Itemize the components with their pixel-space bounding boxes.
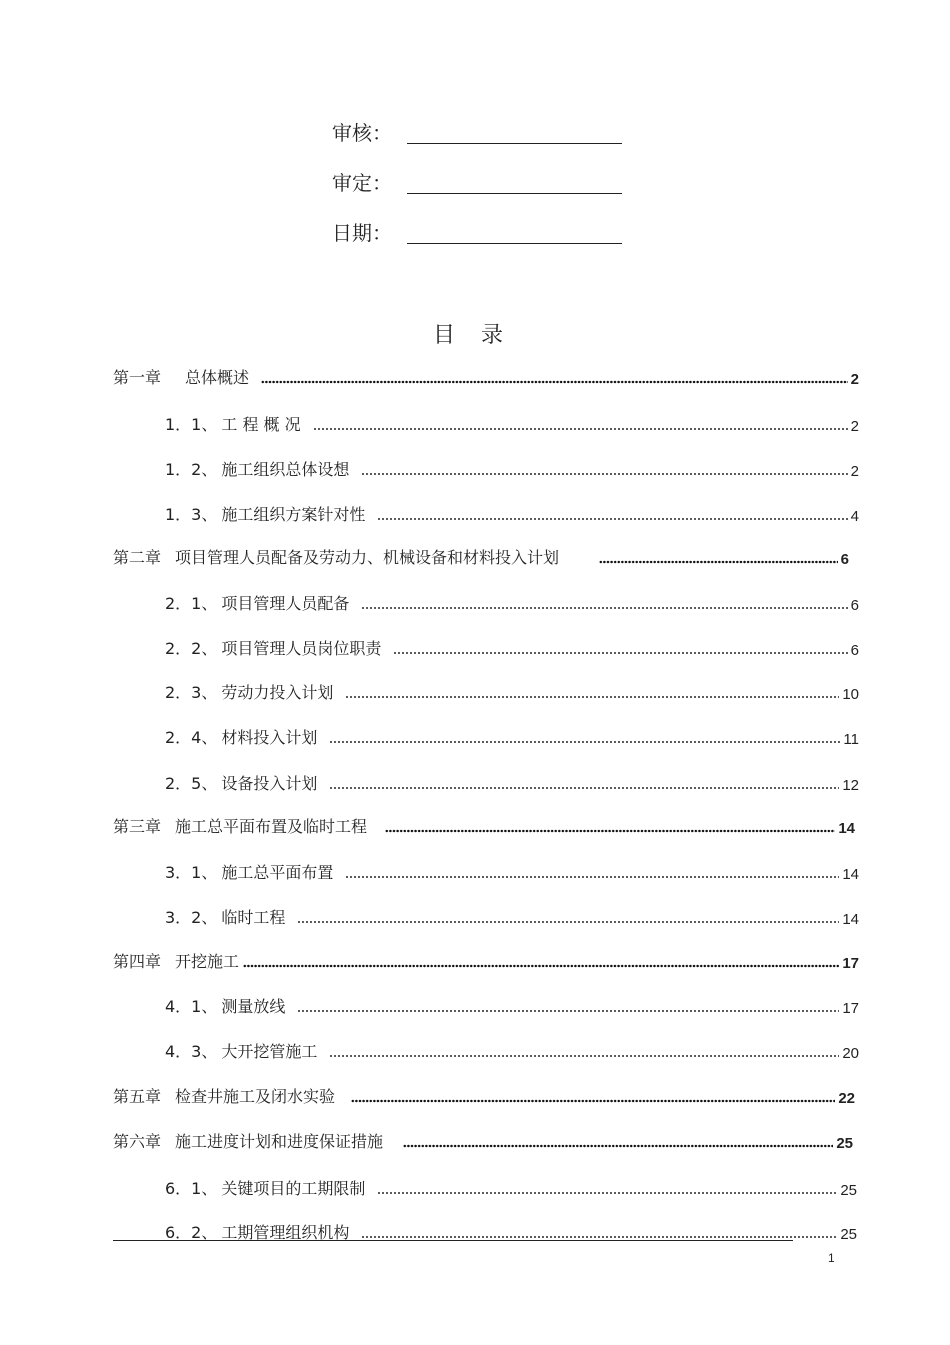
toc-section[interactable]	[165, 413, 859, 435]
toc-entry-title: 施工总平面布置及临时工程	[175, 817, 368, 836]
toc-leader-dots	[385, 829, 835, 833]
toc-leader-dots	[261, 380, 848, 384]
toc-leader-dots	[393, 651, 847, 655]
toc-leader-dots	[599, 560, 838, 564]
toc-entry-title: 总体概述	[185, 368, 250, 387]
toc-section[interactable]	[165, 726, 859, 748]
toc-page-number: 20	[842, 1045, 859, 1062]
toc-section-number: 1．1、	[165, 415, 218, 434]
toc-section-number: 1．3、	[165, 505, 218, 524]
toc-leader-dots	[377, 517, 847, 521]
toc-page-number: 17	[842, 1000, 859, 1017]
toc-section[interactable]	[165, 503, 859, 525]
toc-entry-title: 劳动力投入计划	[221, 683, 334, 702]
toc-leader-dots	[243, 964, 839, 968]
toc-chapter-number: 第六章	[113, 1132, 162, 1151]
toc-entry-title: 设备投入计划	[221, 774, 318, 793]
toc-chapter-number: 第一章	[113, 368, 162, 387]
toc-entry-title: 施工组织方案针对性	[221, 505, 366, 524]
toc-page-number: 22	[838, 1090, 855, 1107]
toc-section[interactable]	[165, 861, 859, 883]
toc-entry-title: 关键项目的工期限制	[221, 1179, 366, 1198]
toc-leader-dots	[361, 472, 847, 476]
toc-entry-title: 测量放线	[221, 997, 286, 1016]
toc-leader-dots	[329, 1054, 839, 1058]
toc-chapter[interactable]	[113, 546, 849, 568]
toc-chapter-number: 第三章	[113, 817, 162, 836]
toc-section[interactable]	[165, 995, 859, 1017]
toc-leader-dots	[361, 1235, 837, 1239]
toc-entry-title: 施工总平面布置	[221, 863, 334, 882]
toc-section-number: 6．1、	[165, 1179, 218, 1198]
toc-page-number: 6	[850, 597, 859, 614]
toc-page-number: 6	[840, 551, 849, 568]
footer-rule	[113, 1240, 793, 1241]
toc-leader-dots	[329, 786, 839, 790]
toc-page-number: 2	[850, 371, 859, 388]
toc-page-number: 25	[840, 1182, 857, 1199]
toc-entry-title: 材料投入计划	[221, 728, 318, 747]
toc-section-number: 4．1、	[165, 997, 218, 1016]
toc-entry-title: 项目管理人员配备及劳动力、机械设备和材料投入计划	[175, 548, 560, 567]
toc-leader-dots	[361, 606, 847, 610]
toc-section-number: 3．1、	[165, 863, 218, 882]
toc-chapter[interactable]	[113, 1130, 853, 1152]
toc-leader-dots	[297, 920, 839, 924]
toc-entry-title: 大开挖管施工	[221, 1042, 318, 1061]
toc-leader-dots	[345, 875, 839, 879]
toc-section-number: 2．2、	[165, 639, 218, 658]
toc-chapter[interactable]	[113, 366, 859, 388]
date-label: 日期：	[332, 221, 392, 245]
toc-page-number: 14	[838, 820, 855, 837]
toc-entry-title: 项目管理人员岗位职责	[221, 639, 382, 658]
toc-chapter-number: 第二章	[113, 548, 162, 567]
toc-section-number: 3．2、	[165, 908, 218, 927]
toc-chapter-number: 第四章	[113, 952, 162, 971]
toc-entry-title: 开挖施工	[175, 952, 240, 971]
toc-section-number: 2．5、	[165, 774, 218, 793]
toc-title: 目录	[433, 323, 530, 348]
toc-chapter-number: 第五章	[113, 1087, 162, 1106]
toc-page-number: 11	[843, 731, 859, 748]
toc-section-number: 2．1、	[165, 594, 218, 613]
toc-section[interactable]	[165, 1040, 859, 1062]
toc-section-number: 1．2、	[165, 460, 218, 479]
toc-page-number: 2	[850, 418, 859, 435]
review-label: 审核：	[332, 121, 392, 145]
toc-page-number: 12	[842, 777, 859, 794]
toc-chapter[interactable]	[113, 1085, 855, 1107]
toc-page-number: 6	[850, 642, 859, 659]
toc-leader-dots	[345, 695, 839, 699]
toc-leader-dots	[297, 1009, 839, 1013]
toc-entry-title: 项目管理人员配备	[221, 594, 350, 613]
toc-section[interactable]	[165, 458, 859, 480]
toc-page-number: 4	[850, 508, 859, 525]
toc-section-number: 4．3、	[165, 1042, 218, 1061]
toc-section[interactable]	[165, 1177, 857, 1199]
toc-chapter[interactable]	[113, 950, 859, 972]
toc-section[interactable]	[165, 906, 859, 928]
toc-section[interactable]	[165, 592, 859, 614]
toc-page-number: 14	[842, 866, 859, 883]
toc-section[interactable]	[165, 681, 859, 703]
toc-leader-dots	[403, 1144, 833, 1148]
toc-section-number: 2．3、	[165, 683, 218, 702]
review-signature-line	[407, 143, 622, 144]
date-signature-line	[407, 243, 622, 244]
approve-label: 审定：	[332, 171, 392, 195]
toc-section[interactable]	[165, 637, 859, 659]
toc-page-number: 2	[850, 463, 859, 480]
toc-page-number: 17	[842, 955, 859, 972]
toc-entry-title: 检查井施工及闭水实验	[175, 1087, 336, 1106]
toc-leader-dots	[313, 427, 848, 431]
toc-page-number: 25	[836, 1135, 853, 1152]
toc-entry-title: 工 程 概 况	[221, 415, 301, 434]
toc-entry-title: 施工进度计划和进度保证措施	[175, 1132, 384, 1151]
toc-leader-dots	[351, 1099, 835, 1103]
toc-chapter[interactable]	[113, 815, 855, 837]
toc-section-number: 2．4、	[165, 728, 218, 747]
approve-signature-line	[407, 193, 622, 194]
toc-entry-title: 施工组织总体设想	[221, 460, 350, 479]
toc-entry-title: 临时工程	[221, 908, 286, 927]
toc-leader-dots	[377, 1191, 837, 1195]
page-number: 1	[828, 1251, 835, 1265]
toc-entry-title: 工期管理组织机构	[221, 1223, 350, 1242]
toc-page-number: 14	[842, 911, 859, 928]
toc-page-number: 10	[842, 686, 859, 703]
toc-page-number: 25	[840, 1226, 857, 1243]
toc-section[interactable]	[165, 772, 859, 794]
toc-section-number: 6．2、	[165, 1223, 218, 1242]
toc-leader-dots	[329, 740, 840, 744]
